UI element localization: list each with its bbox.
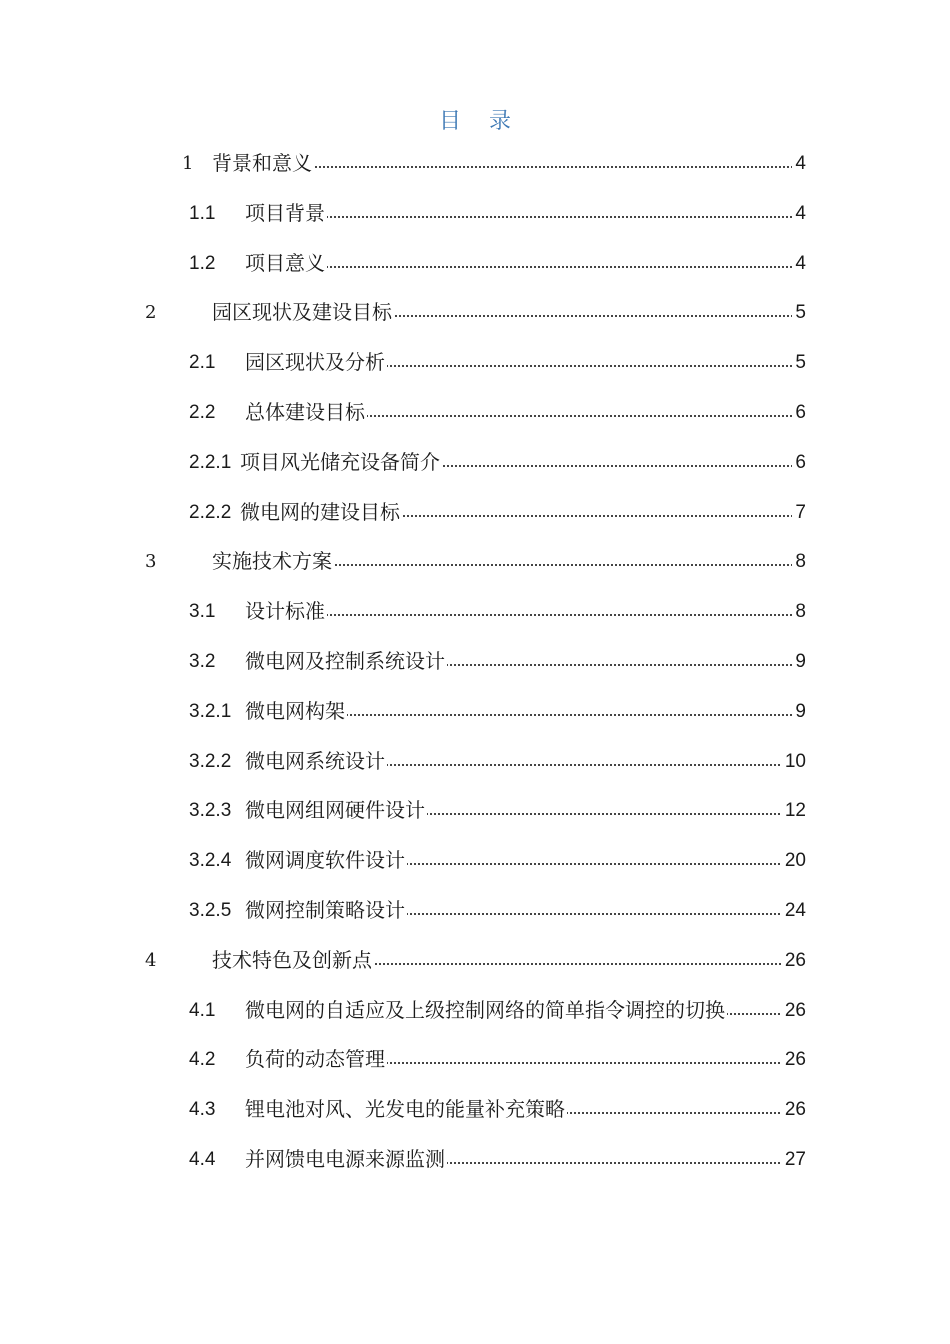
toc-entry-page-number: 26	[782, 1048, 806, 1072]
toc-entry-number: 2.2	[189, 402, 216, 423]
toc-entry-title: 背景和意义	[212, 151, 312, 175]
toc-entry-title: 项目风光储充设备简介	[240, 449, 440, 474]
toc-dot-leader	[245, 266, 796, 268]
toc-entry-page-number: 9	[792, 700, 806, 724]
toc-entry[interactable]	[0, 993, 950, 1029]
toc-entry-title: 微电网构架	[245, 698, 345, 723]
toc-entry-number: 3.2.2	[189, 750, 232, 772]
toc-entry[interactable]	[0, 445, 950, 481]
toc-entry-number: 4	[145, 949, 157, 971]
toc-entry-number: 4.1	[189, 999, 216, 1021]
toc-entry[interactable]	[0, 196, 950, 232]
toc-dot-leader	[245, 216, 796, 218]
toc-entry-number: 1.1	[189, 202, 216, 224]
toc-entry-number: 2.2.2	[189, 501, 232, 523]
toc-entry-number: 4.4	[189, 1149, 216, 1170]
toc-entry-page-number: 26	[782, 999, 806, 1023]
toc-entry-number: 1	[182, 153, 194, 174]
toc-entry-page-number: 6	[792, 451, 806, 475]
toc-entry-title: 实施技术方案	[212, 549, 332, 574]
toc-entry[interactable]	[0, 395, 950, 431]
toc-entry-page-number: 8	[792, 600, 806, 624]
toc-entry-page-number: 20	[782, 849, 806, 873]
toc-entry-page-number: 26	[782, 949, 806, 973]
toc-title: 目 录	[439, 109, 511, 134]
toc-entry[interactable]	[0, 744, 950, 780]
toc-entry-number: 4.3	[189, 1099, 216, 1121]
toc-entry-page-number: 5	[792, 301, 806, 325]
toc-entry-number: 2	[145, 302, 157, 324]
toc-entry[interactable]	[0, 893, 950, 929]
toc-entry-title: 项目背景	[245, 200, 325, 225]
toc-entry-number: 3.2.4	[189, 850, 232, 872]
toc-entry[interactable]	[0, 295, 950, 331]
toc-entry-page-number: 9	[792, 650, 806, 674]
toc-entry-title: 微电网及控制系统设计	[245, 649, 445, 673]
toc-entry-number: 2.1	[189, 352, 216, 374]
toc-entry-page-number: 26	[782, 1098, 806, 1122]
toc-entry-title: 设计标准	[245, 599, 325, 624]
toc-entry-number: 4.2	[189, 1049, 216, 1071]
toc-entry-title: 项目意义	[245, 250, 325, 275]
toc-entry-number: 3.2	[189, 651, 216, 672]
toc-entry[interactable]	[0, 1142, 950, 1178]
toc-entry[interactable]	[0, 146, 950, 182]
toc-entry-page-number: 24	[782, 899, 806, 923]
toc-entry-title: 锂电池对风、光发电的能量补充策略	[245, 1097, 565, 1122]
toc-entry-title: 园区现状及分析	[245, 350, 385, 375]
toc-entry[interactable]	[0, 1092, 950, 1128]
toc-entry[interactable]	[0, 246, 950, 282]
toc-entry[interactable]	[0, 495, 950, 531]
toc-entry-title: 园区现状及建设目标	[212, 300, 392, 325]
toc-entry-number: 2.2.1	[189, 451, 232, 473]
toc-entry-title: 微网调度软件设计	[245, 848, 405, 873]
toc-entry-title: 微网控制策略设计	[245, 898, 405, 922]
toc-entry[interactable]	[0, 793, 950, 829]
toc-entry-number: 3	[145, 551, 157, 573]
toc-entry[interactable]	[0, 1042, 950, 1078]
toc-entry-number: 3.1	[189, 601, 216, 623]
toc-entry-title: 总体建设目标	[245, 400, 365, 424]
toc-entry-page-number: 7	[792, 501, 806, 525]
toc-entry[interactable]	[0, 644, 950, 680]
toc-entry[interactable]	[0, 943, 950, 979]
toc-entry-page-number: 12	[782, 799, 806, 823]
toc-entry-page-number: 4	[792, 152, 806, 176]
toc-entry-title: 并网馈电电源来源监测	[245, 1147, 445, 1171]
toc-entry-page-number: 8	[792, 550, 806, 574]
toc-dot-leader	[245, 614, 796, 616]
toc-entry-title: 微电网系统设计	[245, 748, 385, 773]
toc-entry[interactable]	[0, 594, 950, 630]
toc-entry-number: 3.2.5	[189, 900, 232, 921]
toc-entry-title: 微电网组网硬件设计	[245, 798, 425, 823]
toc-entry-page-number: 6	[792, 401, 806, 425]
toc-entry-page-number: 10	[782, 750, 806, 774]
toc-entry[interactable]	[0, 544, 950, 580]
toc-entry[interactable]	[0, 843, 950, 879]
toc-entry-page-number: 27	[782, 1148, 806, 1172]
toc-entry-title: 负荷的动态管理	[245, 1047, 385, 1072]
toc-entry-title: 微电网的建设目标	[240, 499, 400, 524]
toc-entry[interactable]	[0, 345, 950, 381]
toc-entry-number: 3.2.3	[189, 800, 232, 822]
toc-entry-page-number: 4	[792, 202, 806, 226]
toc-entry-page-number: 5	[792, 351, 806, 375]
toc-entry-number: 1.2	[189, 252, 216, 274]
toc-entry-title: 微电网的自适应及上级控制网络的简单指令调控的切换	[245, 997, 725, 1022]
toc-entry[interactable]	[0, 694, 950, 730]
toc-entry-page-number: 4	[792, 252, 806, 276]
toc-entry-title: 技术特色及创新点	[212, 947, 372, 972]
toc-entry-number: 3.2.1	[189, 700, 232, 722]
